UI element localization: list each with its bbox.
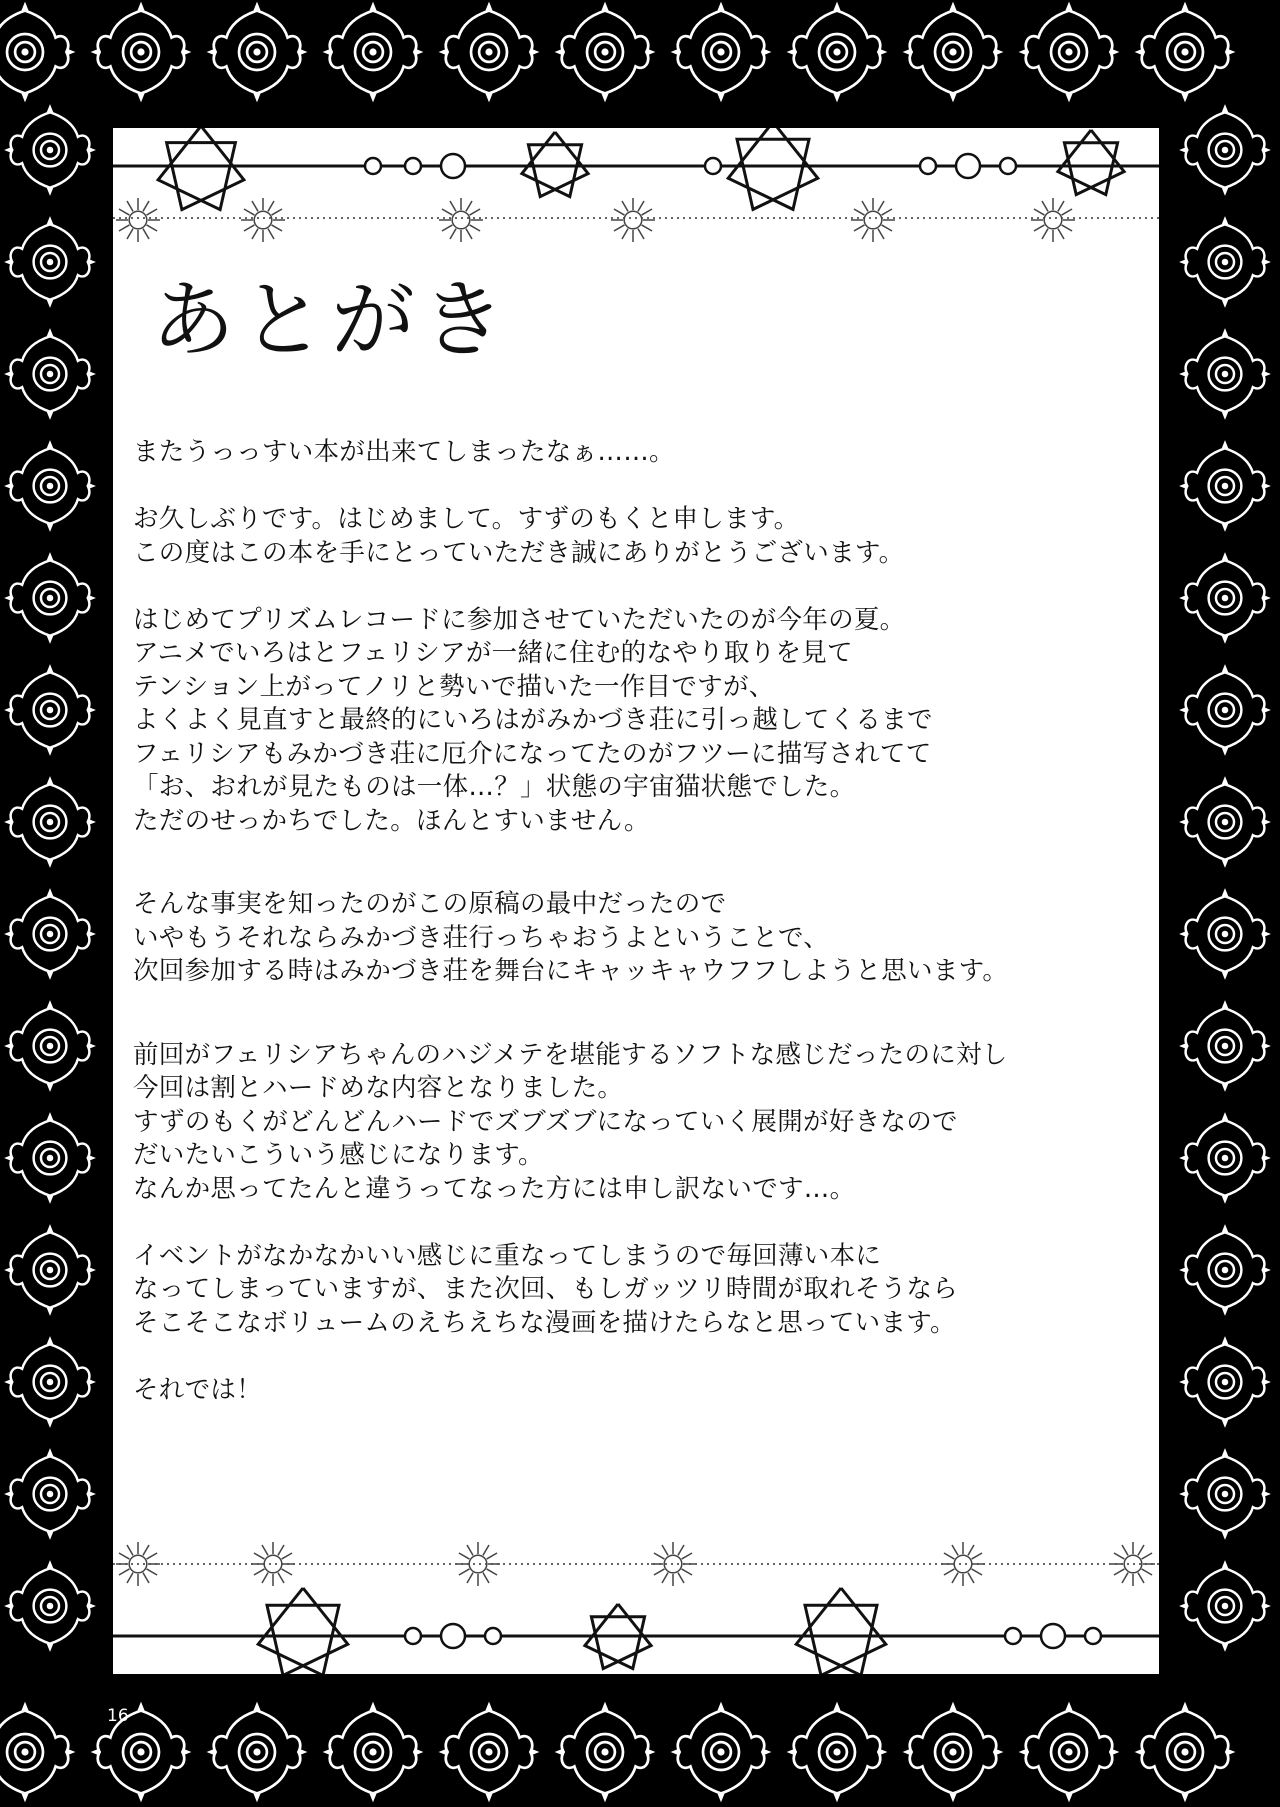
text-line: テンション上がってノリと勢いで描いた一作目ですが、 [133,671,775,702]
afterword-body [133,436,1143,1441]
ring-ornament [705,158,721,174]
sun-ray [614,209,624,215]
sun-ray [952,1545,958,1555]
sun-ray [662,1573,668,1583]
sun-ornament [864,211,882,229]
sun-ray [127,229,133,239]
text-line: だいたいこういう感じになります。 [133,1140,544,1170]
sun-ray [268,229,274,239]
sun-ray [442,225,452,231]
sun-ray [119,1553,129,1559]
text-line: すずのもくがどんどんハードでズブズブになっていく展開が好きなので [133,1106,958,1137]
sun-ray [952,1573,958,1583]
sun-ray [968,1573,974,1583]
border-medallion [1179,664,1271,756]
sun-ray [450,201,456,211]
text-line: お久しぶりです。はじめまして。すずのもくと申します。 [133,504,800,534]
ring-ornament [405,1628,421,1644]
sun-ray [1138,1545,1144,1555]
border-medallion [1179,1336,1271,1428]
heptagram-star [1058,130,1124,195]
sun-ornament [954,1555,972,1573]
border-medallion [1019,1702,1120,1803]
sun-ray [1058,201,1064,211]
sun-ray [944,1569,954,1575]
paragraph [133,604,1143,839]
sun-ray [1122,1573,1128,1583]
afterword-title: あとがき [151,271,512,369]
sun-ray [642,225,652,231]
text-line: この度はこの本を手にとっていただき誠にありがとうございます。 [133,537,905,568]
ring-ornament [1005,1628,1021,1644]
sun-ray [878,229,884,239]
sun-ray [127,1545,133,1555]
ring-ornament [441,154,465,178]
sun-ray [1058,229,1064,239]
sun-ray [638,229,644,239]
sun-ray [1114,1553,1124,1559]
sun-ray [1122,1545,1128,1555]
text-line: はじめてプリズムレコードに参加させていただいたのが今年の夏。 [133,604,906,635]
border-medallion [4,776,96,868]
border-medallion [1135,1702,1236,1803]
text-line: アニメでいろはとフェリシアが一緒に住む的なやり取りを見て [133,638,853,668]
text-line: そんな事実を知ったのがこの原稿の最中だったので [133,889,727,919]
sun-ray [1142,1569,1152,1575]
sun-ray [143,201,149,211]
border-medallion [1179,1560,1271,1652]
sun-ray [483,1545,489,1555]
border-medallion [1179,888,1271,980]
border-medallion [903,1702,1004,1803]
sun-ray [470,225,480,231]
border-medallion [0,2,75,103]
ring-ornament [1000,158,1016,174]
border-medallion [1179,440,1271,532]
sun-ray [272,225,282,231]
sun-ornament [624,211,642,229]
sun-ray [878,201,884,211]
sun-ray [1034,209,1044,215]
sun-ray [678,1573,684,1583]
sun-ray [268,201,274,211]
border-medallion [323,1702,424,1803]
border-medallion [671,2,772,103]
border-medallion [4,216,96,308]
sun-ray [254,1553,264,1559]
border-medallion [1179,552,1271,644]
border-medallion [4,1000,96,1092]
border-medallion [1179,1112,1271,1204]
border-medallion [1179,1448,1271,1540]
sun-ray [678,1545,684,1555]
sun-ray [252,229,258,239]
sun-ray [614,225,624,231]
sun-ray [682,1553,692,1559]
sun-ray [622,229,628,239]
sun-ray [1034,225,1044,231]
sun-ray [972,1553,982,1559]
border-medallion [555,1702,656,1803]
sun-ray [282,1553,292,1559]
border-medallion [4,1224,96,1316]
heptagram-star [522,132,588,197]
paragraph [133,1039,1143,1207]
text-line: なんか思ってたんと違うってなった方には申し訳ないです…。 [133,1173,856,1204]
sun-ray [487,1553,497,1559]
text-line: イベントがなかなかいい感じに重なってしまうので毎回薄い本に [133,1240,882,1271]
border-medallion [323,2,424,103]
ring-ornament [920,158,936,174]
sun-ray [147,1569,157,1575]
border-medallion [1179,216,1271,308]
sun-ray [147,1553,157,1559]
sun-ray [1042,201,1048,211]
border-medallion [439,2,540,103]
text-line: 「お、おれが見たものは一体…？」状態の宇宙猫状態でした。 [133,772,856,802]
sun-ray [442,209,452,215]
border-medallion [439,1702,540,1803]
border-medallion [1179,1224,1271,1316]
sun-ray [278,1545,284,1555]
text-panel [113,128,1159,1674]
paragraph [133,888,1143,989]
text-line: なってしまっていますが、また次回、もしガッツリ時間が取れそうなら [133,1274,959,1304]
sun-ornament [452,211,470,229]
sun-ray [143,229,149,239]
sun-ray [244,225,254,231]
sun-ray [862,229,868,239]
sun-ray [119,225,129,231]
sun-ray [459,1553,469,1559]
border-medallion [1179,104,1271,196]
bottom-star-ornament [113,1534,1159,1674]
text-line: 前回がフェリシアちゃんのハジメテを堪能するソフトな感じだったのに対し [133,1039,1008,1070]
sun-ornament [1044,211,1062,229]
sun-ray [450,229,456,239]
text-line: またうっっすい本が出来てしまったなぁ……。 [133,437,675,467]
border-medallion [1179,328,1271,420]
sun-ray [272,209,282,215]
border-medallion [207,2,308,103]
ring-ornament [1085,1628,1101,1644]
sun-ray [662,1545,668,1555]
sun-ray [466,229,472,239]
sun-ray [622,201,628,211]
text-line: ただのせっかちでした。ほんとすいません。 [133,805,650,836]
border-medallion [787,2,888,103]
border-medallion [4,1112,96,1204]
paragraph [133,1374,1143,1408]
border-medallion [0,1702,75,1803]
sun-ray [470,209,480,215]
border-medallion [4,104,96,196]
border-medallion [1179,776,1271,868]
sun-ray [254,1569,264,1575]
ring-ornament [365,158,381,174]
heptagram-star [728,128,818,209]
sun-ray [1042,229,1048,239]
sun-ray [1142,1553,1152,1559]
sun-ray [127,201,133,211]
text-line: よくよく見直すと最終的にいろはがみかづき荘に引っ越してくるまで [133,705,933,735]
sun-ray [1062,209,1072,215]
heptagram-star [258,1588,348,1674]
top-star-ornament [113,128,1159,258]
text-line: 今回は割とハードめな内容となりました。 [133,1073,624,1103]
border-medallion [4,1336,96,1428]
sun-ray [968,1545,974,1555]
border-medallion [4,328,96,420]
border-medallion [4,1560,96,1652]
border-medallion [4,1448,96,1540]
sun-ray [862,201,868,211]
sun-ray [127,1573,133,1583]
paragraph [133,436,1143,470]
sun-ray [638,201,644,211]
sun-ray [244,209,254,215]
border-medallion [4,888,96,980]
border-medallion [91,1702,192,1803]
border-medallion [903,2,1004,103]
sun-ray [854,225,864,231]
sun-ornament [254,211,272,229]
sun-ray [682,1569,692,1575]
sun-ray [654,1553,664,1559]
sun-ray [466,201,472,211]
sun-ray [854,209,864,215]
sun-ray [1062,225,1072,231]
heptagram-star [796,1588,886,1674]
sun-ray [483,1573,489,1583]
border-medallion [671,1702,772,1803]
ring-ornament [956,154,980,178]
sun-ray [944,1553,954,1559]
sun-ray [262,1545,268,1555]
ring-ornament [485,1628,501,1644]
paragraph [133,503,1143,570]
border-medallion [4,552,96,644]
border-medallion [207,1702,308,1803]
page-number: 16 [107,1706,129,1726]
border-medallion [1179,1000,1271,1092]
text-line: フェリシアもみかづき荘に厄介になってたのがフツーに描写されてて [133,738,932,769]
border-medallion [4,440,96,532]
sun-ray [282,1569,292,1575]
sun-ray [147,225,157,231]
sun-ray [252,201,258,211]
sun-ray [972,1569,982,1575]
text-line: いやもうそれならみかづき荘行っちゃおうよということで、 [133,922,830,953]
sun-ornament [469,1555,487,1573]
ring-ornament [441,1624,465,1648]
border-medallion [91,2,192,103]
sun-ray [642,209,652,215]
heptagram-star [158,128,244,210]
sun-ray [147,209,157,215]
sun-ray [487,1569,497,1575]
sun-ray [278,1573,284,1583]
border-medallion [555,2,656,103]
text-line: それでは！ [133,1374,263,1405]
sun-ray [459,1569,469,1575]
sun-ray [882,209,892,215]
sun-ray [467,1545,473,1555]
text-line: そこそこなボリュームのえちえちな漫画を描けたらなと思っています。 [133,1307,956,1338]
ring-ornament [1041,1624,1065,1648]
sun-ray [262,1573,268,1583]
paragraph [133,1240,1143,1341]
border-medallion [4,664,96,756]
ring-ornament [405,158,421,174]
sun-ray [1138,1573,1144,1583]
sun-ray [1114,1569,1124,1575]
sun-ornament [129,211,147,229]
sun-ray [467,1573,473,1583]
border-medallion [787,1702,888,1803]
sun-ray [119,209,129,215]
sun-ray [654,1569,664,1575]
sun-ray [143,1573,149,1583]
text-line: 次回参加する時はみかづき荘を舞台にキャッキャウフフしようと思います。 [133,956,1009,986]
sun-ray [143,1545,149,1555]
sun-ray [119,1569,129,1575]
sun-ornament [264,1555,282,1573]
sun-ray [882,225,892,231]
border-medallion [1019,2,1120,103]
border-medallion [1135,2,1236,103]
